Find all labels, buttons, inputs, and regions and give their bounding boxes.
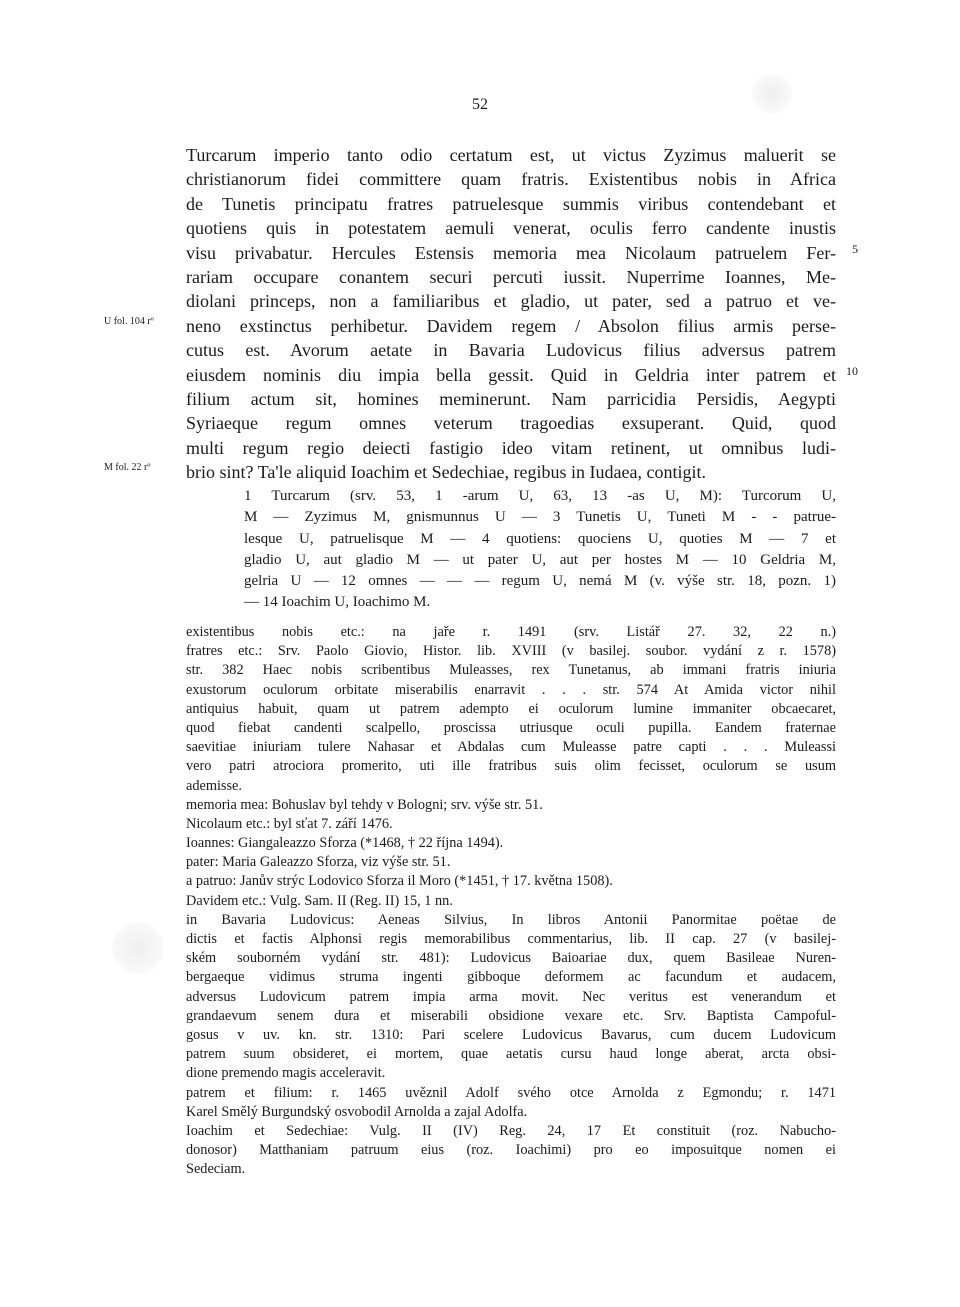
- note-line: bergaeque vidimus struma ingenti gibboque deformem ac facundum et audacem,: [186, 969, 836, 986]
- note-line: Davidem etc.: Vulg. Sam. II (Reg. II) 15, 1 nn.: [186, 892, 453, 909]
- main-text-line: quotiens quis in potestatem aemuli venerat, oculis ferro candente inustis: [186, 218, 836, 239]
- margin-note-folio: M fol. 22 rº: [104, 462, 151, 473]
- note-line: adversus Ludovicum patrem impia arma movit. Nec veritus est venerandum et: [186, 988, 836, 1005]
- note-line: Karel Smělý Burgundský osvobodil Arnolda a zajal Adolfa.: [186, 1103, 528, 1120]
- note-line: in Bavaria Ludovicus: Aeneas Silvius, In libros Antonii Panormitae poëtae de: [186, 911, 836, 928]
- apparatus-line: — 14 Ioachim U, Ioachimo M.: [244, 594, 431, 611]
- note-line: patrem suum obsideret, ei mortem, quae aetatis cursu haud longe aberat, arcta obsi-: [186, 1046, 836, 1063]
- apparatus-line: gladio U, aut gladio M — ut pater U, aut per hostes M — 10 Geldria M,: [244, 551, 836, 568]
- note-line: saevitiae iniuriam tulere Nahasar et Abdalas cum Muleasse patre capti . . . Muleassi: [186, 739, 836, 756]
- note-line: donosor) Matthaniam patruum eius (roz. Ioachimi) pro eo imposuitque nomen ei: [186, 1142, 836, 1159]
- note-line: a patruo: Janův strýc Lodovico Sforza il Moro (*1451, † 17. května 1508).: [186, 873, 613, 890]
- note-line: antiquius habuit, quam ut patrem adempto ei oculorum lumine immaniter obcaecaret,: [186, 700, 836, 717]
- main-text-line: multi regum regio deiecti fastigio ideo vitam retinent, ut omnibus ludi-: [186, 437, 836, 458]
- main-text-line: de Tunetis principatu fratres patruelesque summis viribus contendebant et: [186, 193, 836, 214]
- main-text-line: filium actum sit, homines meminerunt. Nam parricidia Persidis, Aegypti: [186, 388, 836, 409]
- note-line: gosus v uv. kn. str. 1310: Pari scelere Ludovicus Bavarus, cum ducem Ludovicum: [186, 1026, 836, 1043]
- paper-stain: [112, 922, 164, 974]
- main-text-line: diolani princeps, non a familiaribus et gladio, ut pater, sed a patruo et ve-: [186, 291, 836, 312]
- line-number: 5: [852, 242, 858, 256]
- note-line: existentibus nobis etc.: na jaře r. 1491 (srv. Listář 27. 32, 22 n.): [186, 624, 836, 640]
- apparatus-line: gelria U — 12 omnes — — — regum U, nemá M (v. výše str. 18, pozn. 1): [244, 573, 836, 590]
- apparatus-line: lesque U, patruelisque M — 4 quotiens: quociens U, quoties M — 7 et: [244, 530, 836, 547]
- note-line: grandaevum senem dura et miserabili obsidione vexare etc. Srv. Baptista Campoful-: [186, 1007, 836, 1024]
- note-line: Nicolaum etc.: byl sťat 7. září 1476.: [186, 815, 393, 832]
- main-text-line: Turcarum imperio tanto odio certatum est, ut victus Zyzimus maluerit se: [186, 145, 836, 165]
- note-line: exustorum oculorum orbitate miserabilis enarravit . . . str. 574 At Amida victor nihil: [186, 681, 836, 698]
- margin-note-folio: U fol. 104 rº: [104, 316, 154, 327]
- main-text-line: brio sint? Ta'le aliquid Ioachim et Sedechiae, regibus in Iudaea, contigit.: [186, 462, 706, 483]
- critical-apparatus: [244, 486, 836, 614]
- note-line: quod fiebat candenti scalpello, proscissa utriusque oculi pupilla. Eandem fraternae: [186, 719, 836, 736]
- note-line: dione premendo magis acceleravit.: [186, 1065, 386, 1082]
- main-text-line: cutus est. Avorum aetate in Bavaria Ludovicus filius adversus patrem: [186, 340, 836, 361]
- main-text: [186, 143, 836, 484]
- note-line: ském souborném vydání str. 481): Ludovicus Baioariae dux, quem Basileae Nuren-: [186, 950, 836, 967]
- main-text-line: eiusdem nominis diu impia bella gessit. Quid in Geldria inter patrem et: [186, 364, 836, 385]
- note-line: ademisse.: [186, 777, 242, 794]
- note-line: memoria mea: Bohuslav byl tehdy v Bologni; srv. výše str. 51.: [186, 796, 543, 813]
- apparatus-line: M — Zyzimus M, gnismunnus U — 3 Tunetis U, Tuneti M - - patrue-: [244, 509, 836, 526]
- note-line: Ioannes: Giangaleazzo Sforza (*1468, † 22 října 1494).: [186, 835, 504, 852]
- main-text-line: rariam occupare conantem securi percuti iussit. Nuperrime Ioannes, Me-: [186, 266, 836, 287]
- note-line: str. 382 Haec nobis scribentibus Muleasses, rex Tunetanus, ab immani fratris iniuria: [186, 662, 836, 679]
- note-line: Ioachim et Sedechiae: Vulg. II (IV) Reg. 24, 17 Et constituit (roz. Nabucho-: [186, 1122, 836, 1139]
- line-number: 10: [846, 364, 858, 378]
- main-text-line: visu privabatur. Hercules Estensis memoria mea Nicolaum patruelem Fer-: [186, 242, 836, 263]
- commentary-notes: [186, 623, 836, 1179]
- note-line: patrem et filium: r. 1465 uvěznil Adolf svého otce Arnolda z Egmondu; r. 1471: [186, 1084, 836, 1101]
- note-line: pater: Maria Galeazzo Sforza, viz výše str. 51.: [186, 854, 451, 871]
- apparatus-line: 1 Turcarum (srv. 53, 1 -arum U, 63, 13 -as U, M): Turcorum U,: [244, 488, 836, 504]
- note-line: vero patri atrociora promerito, uti ille fratribus suis olim fecisset, oculorum se usum: [186, 758, 836, 775]
- main-text-line: christianorum fidei committere quam fratris. Existentibus nobis in Africa: [186, 169, 836, 190]
- main-text-line: neno exstinctus perhibetur. Davidem regem / Absolon filius armis perse-: [186, 315, 836, 336]
- page-number: 52: [472, 96, 488, 113]
- note-line: Sedeciam.: [186, 1161, 246, 1178]
- note-line: dictis et factis Alphonsi regis memorabilibus commentarius, lib. II cap. 27 (v basilej-: [186, 931, 836, 947]
- main-text-line: Syriaeque regum omnes veterum tragoedias exsuperant. Quid, quod: [186, 413, 836, 434]
- note-line: fratres etc.: Srv. Paolo Giovio, Histor. lib. XVIII (v basilej. soubor. vydání z r. 1578): [186, 643, 836, 660]
